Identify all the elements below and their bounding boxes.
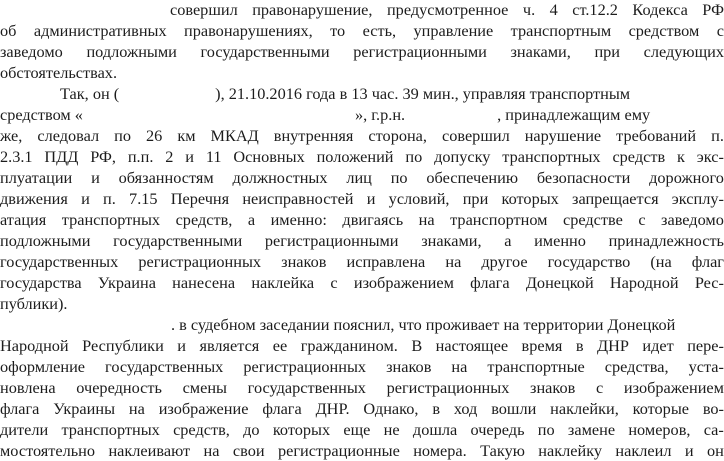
text-line: обстоятельствах. xyxy=(0,63,118,82)
text-line: новлена очередность смены государственных регистрационных знаков с изображением xyxy=(0,378,724,397)
text-line: Так, он ( ), 21.10.2016 года в 13 час. 39 мин., управляя транспортным xyxy=(60,84,631,103)
text-line: атация транспортных средств, а именно: двигаясь на транспортном средстве с заведомо xyxy=(0,210,724,229)
text-line: государства Украина нанесена наклейка с изображением флага Донецкой Народной Рес- xyxy=(0,273,724,292)
text-line: заведомо подложными государственными регистрационными знаками, при следующих xyxy=(0,42,724,61)
text-line: мостоятельно наклеивают на свои регистрационные номера. Такую наклейку наклеил и он xyxy=(0,441,724,460)
text-line: подложными государственными регистрационными знаками, а именно принадлежность xyxy=(0,231,724,250)
text-line: же, следовал по 26 км МКАД внутренняя сторона, совершил нарушение требований п. xyxy=(0,126,724,145)
text-line: Народной Республики и является ее гражданином. В настоящее время в ДНР идет пере- xyxy=(0,336,724,355)
text-line: об административных правонарушениях, то есть, управление транспортным средством с xyxy=(0,21,724,40)
text-line: дители транспортных средств, до которых еще не дошла очередь по замене номеров, са- xyxy=(0,420,724,439)
text-line: средством « », г.р.н. , принадлежащим ему xyxy=(0,105,651,124)
text-line: государственных регистрационных знаков исправлена на другое государство (на флаг xyxy=(0,252,724,271)
text-line: флага Украины на изображение флага ДНР. Однако, в ход вошли наклейки, которые во- xyxy=(0,399,724,418)
text-line: публики). xyxy=(0,294,68,313)
text-line: плуатации и обязанностям должностных лиц по обеспечению безопасности дорожного xyxy=(0,168,724,187)
text-line: . в судебном заседании пояснил, что проживает на территории Донецкой xyxy=(171,315,676,334)
text-line: совершил правонарушение, предусмотренное ч. 4 ст.12.2 Кодекса РФ xyxy=(170,0,724,19)
text-line: 2.3.1 ПДД РФ, п.п. 2 и 11 Основных положений по допуску транспортных средств к экс- xyxy=(0,147,724,166)
text-line: движения и п. 7.15 Перечня неисправностей и условий, при которых запрещается эксплу- xyxy=(0,189,724,208)
text-line: оформление государственных регистрационных знаков на транспортные средства, уста- xyxy=(0,357,724,376)
